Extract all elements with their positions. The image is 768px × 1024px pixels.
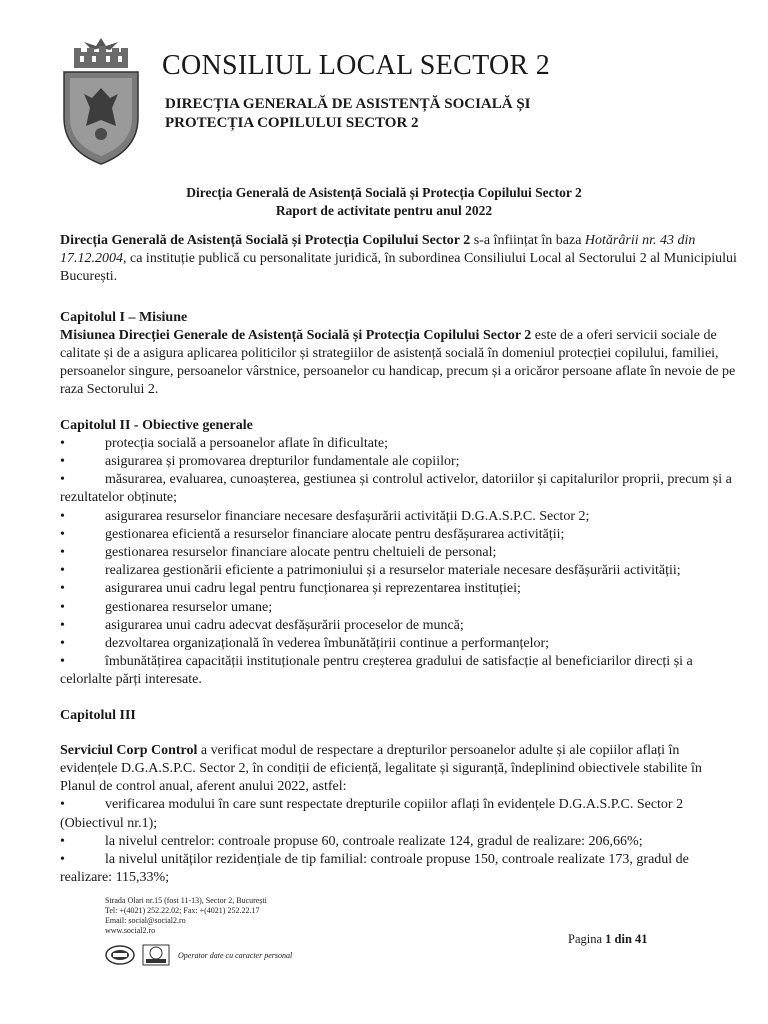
data-operator-note: Operator date cu caracter personal: [178, 950, 293, 960]
list-item: • asigurarea și promovarea drepturilor fundamentale ale copiilor;: [60, 453, 740, 471]
list-item: • realizarea gestionării eficiente a patrimoniului și a resurselor materiale necesare desfășurării activității;: [60, 562, 740, 580]
subtitle-line-1: DIRECȚIA GENERALĂ DE ASISTENȚĂ SOCIALĂ ȘI: [165, 96, 531, 112]
footer-phone: Tel: +(4021) 252.22.02; Fax: +(4021) 252.22.17: [105, 906, 260, 915]
objectives-list: [60, 435, 740, 690]
council-title: CONSILIUL LOCAL SECTOR 2: [162, 50, 551, 81]
chapter-3-bold: Serviciul Corp Control: [60, 742, 198, 758]
list-item: • îmbunătățirea capacității instituționale pentru creșterea gradului de satisfacție al beneficiarilor direcți și a celorlalte părți interesate.: [60, 653, 740, 689]
list-item: • gestionarea resurselor umane;: [60, 599, 740, 617]
page-current: 1: [605, 932, 612, 946]
list-item: • gestionarea resurselor financiare alocate pentru cheltuieli de personal;: [60, 544, 740, 562]
footer-address: Strada Olari nr.15 (fost 11-13), Sector 2, București: [105, 896, 267, 905]
intro-text-b: , ca instituție publică cu personalitate juridică, în subordinea Consiliului Local al Sectorului 2 al Municipiului București.: [60, 251, 737, 285]
report-body: [60, 232, 740, 888]
list-item: • asigurarea unui cadru legal pentru funcționarea și reprezentarea instituției;: [60, 580, 740, 598]
list-item: • la nivelul unităților rezidențiale de tip familial: controale propuse 150, controale realizate 173, gradul de realizare: 115,33%;: [60, 851, 740, 887]
report-title-line-1: Direcția Generală de Asistență Socială și Protecția Copilului Sector 2: [186, 185, 582, 200]
page-of: din: [611, 932, 636, 946]
list-item: • dezvoltarea organizațională în vederea îmbunătățirii continue a performanțelor;: [60, 635, 740, 653]
list-item: • asigurarea resurselor financiare necesare desfașurării activității D.G.A.S.P.C. Sector 2;: [60, 508, 740, 526]
coat-of-arms-logo: [58, 36, 144, 168]
list-item: • la nivelul centrelor: controale propuse 60, controale realizate 124, gradul de realizare: 206,66%;: [60, 833, 740, 851]
chapter-3-paragraph: [60, 742, 740, 797]
intro-paragraph: [60, 232, 740, 287]
list-item: • asigurarea unui cadru adecvat desfășurării proceselor de muncă;: [60, 617, 740, 635]
chapter-1-bold: Misiunea Direcției Generale de Asistență Socială și Protecția Copilului Sector 2: [60, 327, 532, 343]
footer-contact: [105, 896, 267, 936]
chapter-2-heading: Capitolul II - Obiective generale: [60, 417, 253, 433]
chapter-3-heading: Capitolul III: [60, 707, 136, 723]
intro-bold: Direcția Generală de Asistență Socială și Protecția Copilului Sector 2: [60, 233, 471, 248]
intro-italic: Hotărârii nr. 43 din 17.12.2004: [60, 233, 696, 267]
chapter-1-text: este de a oferi servicii sociale de calitate și de a asigura aplicarea politicilor și strategiilor de asistență socială în domeniul protecției copilului, familiei, persoanelor singure, persoanelor vârstnice, persoanelor cu handicap, precum și a oricăror persoane aflate în nevoie de pe raza Sectorului 2.: [60, 327, 736, 398]
list-item: • gestionarea eficientă a resurselor financiare alocate pentru desfășurarea activității;: [60, 526, 740, 544]
list-item: • măsurarea, evaluarea, cunoașterea, gestiunea și controlul activelor, datoriilor și capitalurilor proprii, precum și a rezultatelor obținute;: [60, 471, 740, 507]
page-total: 41: [635, 932, 648, 946]
footer-email: Email: social@social2.ro: [105, 916, 186, 925]
chapter-3-text: a verificat modul de respectare a drepturilor persoanelor adulte și ale copiilor aflați în evidențele D.G.A.S.P.C. Sector 2, în condiții de eficiență, legalitate și siguranță, îndeplinind obiectivele stabilite în Planul de control anual, aferent anului 2022, astfel:: [60, 742, 702, 795]
intro-text-a: s-a înființat în baza: [470, 233, 585, 248]
quality-certification-icon: [140, 944, 172, 966]
chapter-1-paragraph: [60, 327, 740, 400]
chapter-1-heading: Capitolul I – Misiune: [60, 309, 188, 325]
certification-logo-icon: [104, 944, 136, 966]
control-list: [60, 796, 740, 887]
footer-web: www.social2.ro: [105, 926, 156, 935]
list-item: • verificarea modului în care sunt respectate drepturile copiilor aflați în evidențele D.G.A.S.P.C. Sector 2 (Obiectivul nr.1);: [60, 796, 740, 832]
page-number: [568, 932, 648, 947]
list-item: • protecția socială a persoanelor aflate în dificultate;: [60, 435, 740, 453]
report-title-line-2: Raport de activitate pentru anul 2022: [275, 203, 493, 218]
subtitle-line-2: PROTECȚIA COPILULUI SECTOR 2: [165, 115, 419, 131]
footer-logos: [104, 944, 292, 966]
page-label: Pagina: [568, 932, 606, 946]
directorate-subtitle: [165, 95, 531, 133]
